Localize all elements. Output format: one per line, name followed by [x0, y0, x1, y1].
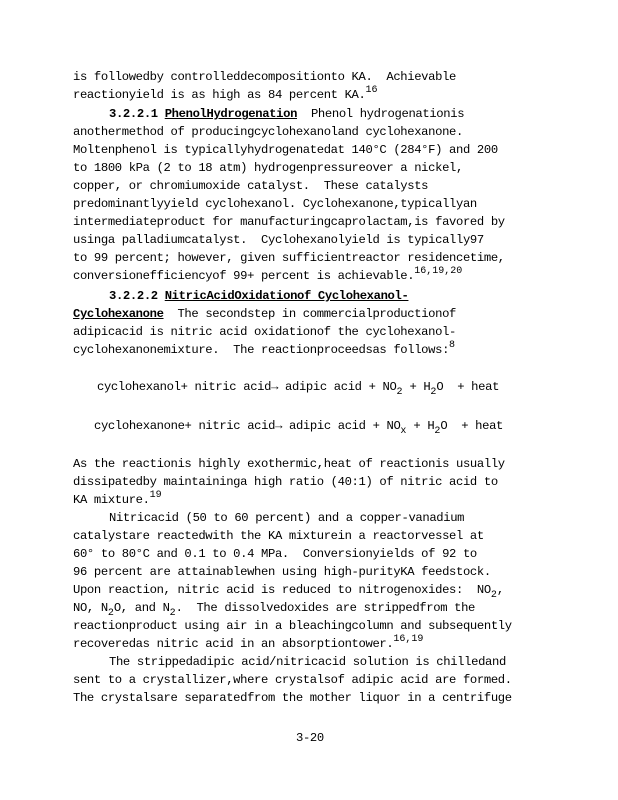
paragraph-line: to 1800 kPa (2 to 18 atm) hydrogenpressureover a nickel, — [73, 161, 463, 175]
paragraph-line: Moltenphenol is typicallyhydrogenatedat 140°C (284°F) and 200 — [73, 143, 498, 157]
paragraph-line: The strippedadipic acid/nitricacid solution is chilledand — [109, 655, 506, 669]
paragraph-line: catalystare reactedwith the KA mixturein a reactorvessel at — [73, 529, 484, 543]
section-heading-line: 3.2.2.1 PhenolHydrogenation Phenol hydrogenationis — [109, 107, 465, 121]
paragraph-line: predominantlyyield cyclohexanol. Cyclohexanone,typicallyan — [73, 197, 477, 211]
reaction-equation: cyclohexanone+ nitric acid→ adipic acid + $NO_x + H_2O$ + heat — [94, 419, 504, 437]
page-number: 3-20 — [296, 731, 324, 745]
paragraph-line: Nitricacid (50 to 60 percent) and a copper-vanadium — [109, 511, 465, 525]
paragraph-line: dissipatedby maintaininga high ratio (40:1) of nitric acid to — [73, 475, 498, 489]
section-title: NitricAcidOxidationof Cyclohexanol- — [164, 289, 409, 303]
reaction-equation: cyclohexanol+ nitric acid→ adipic acid + $NO_2 + H_2O$ + heat — [97, 380, 500, 398]
section-number: 3.2.2.2 — [109, 289, 158, 303]
reference-superscript: 16,19 — [393, 634, 424, 645]
paragraph-line: copper, or chromiumoxide catalyst. These catalysts — [73, 179, 429, 193]
paragraph-line: KA mixture.$^{19}$ — [73, 490, 162, 507]
paragraph-line: Upon reaction, nitric acid is reduced to nitrogenoxides: $NO_2$, — [73, 583, 504, 601]
paragraph-line: 96 percent are attainablewhen using high-purityKA feedstock. — [73, 565, 491, 579]
section-number: 3.2.2.1 — [109, 107, 158, 121]
section-heading-line — [109, 289, 408, 303]
paragraph-line: The crystalsare separatedfrom the mother liquor in a centrifuge — [73, 691, 512, 705]
paragraph-line: to 99 percent; however, given sufficientreactor residencetime, — [73, 251, 505, 265]
arrow-icon: → — [271, 380, 279, 394]
paragraph-line: recoveredas nitric acid in an absorptiontower.$^{16,19}$ — [73, 634, 424, 651]
paragraph-line: As the reactionis highly exothermic,heat of reactionis usually — [73, 457, 505, 471]
paragraph-line: sent to a crystallizer,where crystalsof adipic acid are formed. — [73, 673, 512, 687]
paragraph-line: 60° to 80°C and 0.1 to 0.4 MPa. Conversionyields of 92 to — [73, 547, 477, 561]
section-title: Cyclohexanone — [73, 307, 164, 321]
section-title: PhenolHydrogenation — [164, 107, 298, 121]
reference-superscript: 16 — [365, 85, 378, 96]
paragraph-line: reactionproduct using air in a bleachingcolumn and subsequently — [73, 619, 512, 633]
paragraph-line: is followedby controlleddecompositionto KA. Achievable — [73, 70, 457, 84]
paragraph-line: adipicacid is nitric acid oxidationof the cyclohexanol- — [73, 325, 457, 339]
paragraph-line: anothermethod of producingcyclohexanoland cyclohexanone. — [73, 125, 463, 139]
paragraph-line: intermediateproduct for manufacturingcaprolactam,is favored by — [73, 215, 505, 229]
paragraph-line: reactionyield is as high as 84 percent KA.$^{16}$ — [73, 85, 378, 102]
paragraph-line: cyclohexanonemixture. The reactionproceedsas follows:$^8$ — [73, 340, 456, 357]
section-heading-line: Cyclohexanone The secondstep in commercialproductionof — [73, 307, 457, 321]
reference-superscript: 19 — [149, 490, 162, 501]
paragraph-line: NO, $N_2O$, and $N_2$. The dissolvedoxides are strippedfrom the — [73, 601, 476, 619]
reference-superscript: 16,19,20 — [414, 266, 463, 277]
arrow-icon: → — [275, 419, 283, 433]
paragraph-line: usinga palladiumcatalyst. Cyclohexanolyield is typically97 — [73, 233, 484, 247]
reference-superscript: 8 — [449, 340, 456, 351]
paragraph-line: conversionefficiencyof 99+ percent is achievable.$^{16,19,20}$ — [73, 266, 463, 283]
